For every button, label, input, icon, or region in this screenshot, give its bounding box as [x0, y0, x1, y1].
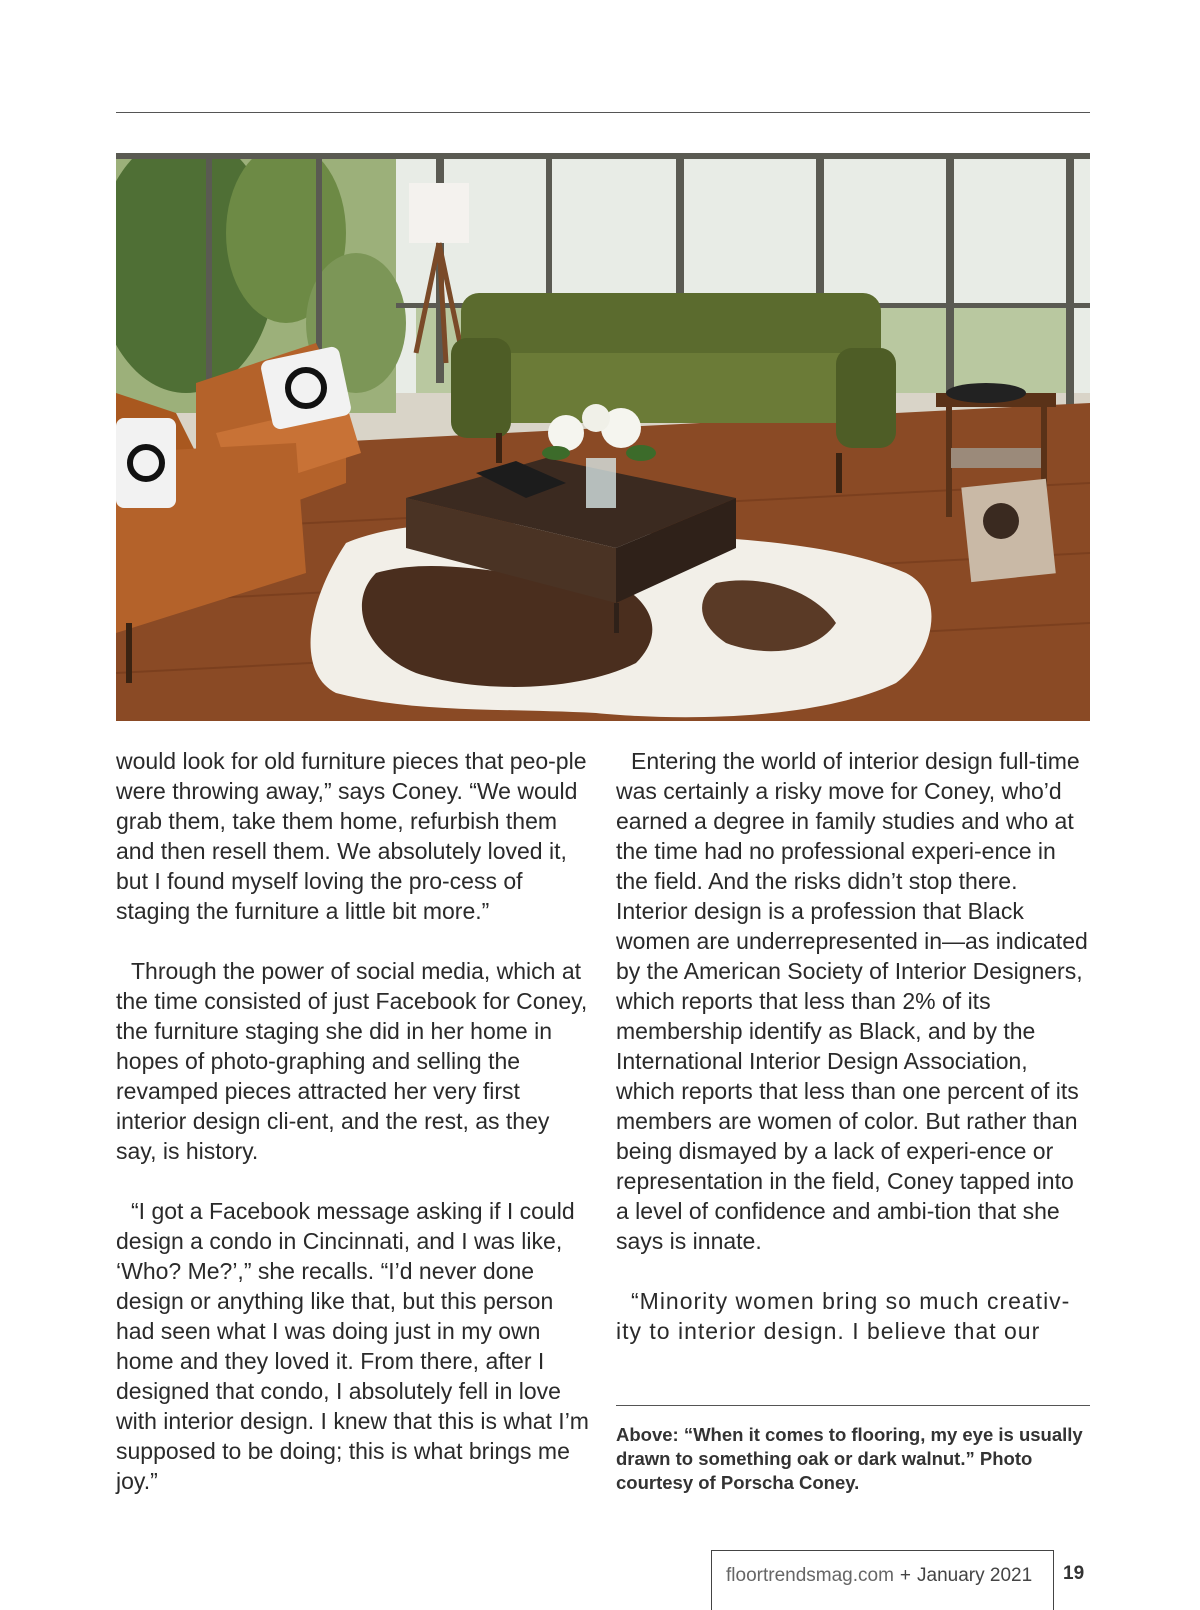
paragraph: “Minority women bring so much creativ-ity to interior design. I believe that our: [616, 1288, 1071, 1344]
page-footer: [711, 1550, 1054, 1610]
caption-rule: [616, 1405, 1090, 1406]
photo-caption: Above: “When it comes to flooring, my eye is usually drawn to something oak or dark walnut.” Photo courtesy of Porscha Coney.: [616, 1424, 1083, 1493]
paragraph: Entering the world of interior design full-time was certainly a risky move for Coney, who’d earned a degree in family studies and who at the time had no professional experi-ence in the field. And the risks didn’t stop there. Interior design is a profession that Black women are underrepresented in—as indicated by the American Society of Interior Designers, which reports that less than 2% of its membership identify as Black, and by the International Interior Design Association, which reports that less than one percent of its members are women of color. But rather than being dismayed by a lack of experi-ence or representation in the field, Coney tapped into a level of confidence and ambi-tion that she says is innate.: [616, 748, 1088, 1254]
site-url[interactable]: floortrendsmag.com: [726, 1565, 894, 1586]
top-rule: [116, 112, 1090, 113]
page-number: 19: [1063, 1563, 1085, 1584]
living-room-photo: [116, 153, 1090, 721]
paragraph: Through the power of social media, which at the time consisted of just Facebook for Coney, the furniture staging she did in her home in hopes of photo-graphing and selling the revamped pieces attracted her very first interior design cli-ent, and the rest, as they say, is history.: [116, 958, 588, 1164]
paragraph: “I got a Facebook message asking if I could design a condo in Cincinnati, and I was like, ‘Who? Me?’,” she recalls. “I’d never done design or anything like that, but this person had seen what I was doing just in my own home and they loved it. From there, after I designed that condo, I absolutely fell in love with interior design. I knew that this is what I’m supposed to be doing; this is what brings me joy.”: [116, 1198, 589, 1494]
footer-separator: +: [899, 1565, 912, 1586]
issue-date: January 2021: [917, 1565, 1033, 1586]
paragraph: would look for old furniture pieces that peo-ple were throwing away,” says Coney. “We would grab them, take them home, refurbish them and then resell them. We absolutely loved it, but I found myself loving the pro-cess of staging the furniture a little bit more.”: [116, 748, 587, 924]
article-left-column: [116, 746, 592, 1526]
article-right-column: [616, 746, 1090, 1376]
footer-text: [726, 1565, 1032, 1587]
